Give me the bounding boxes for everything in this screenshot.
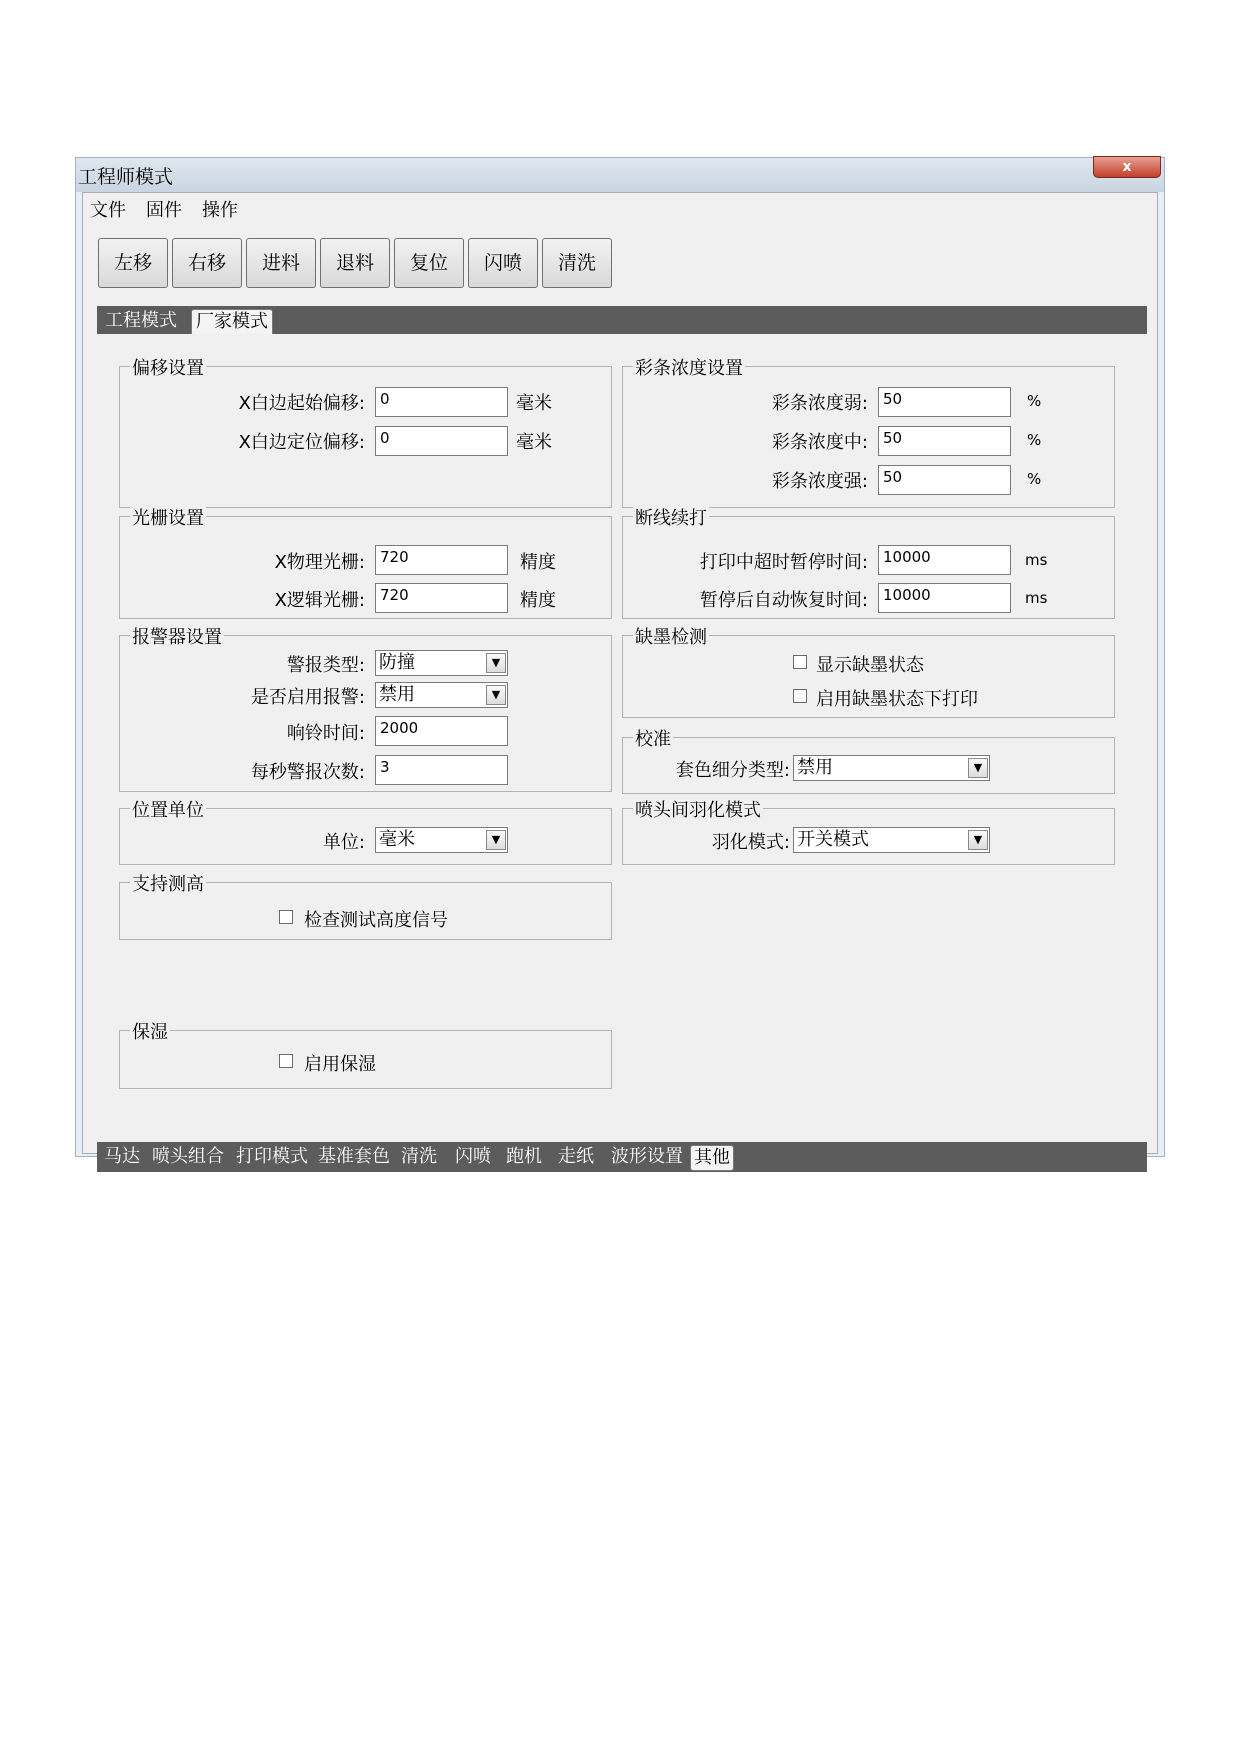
show-ink-status-checkbox[interactable] xyxy=(793,655,807,669)
unit-select[interactable] xyxy=(375,827,508,853)
x-logical-grating-unit: 精度 xyxy=(520,590,556,611)
enable-moisture-label: 启用保湿 xyxy=(304,1054,376,1075)
color-subdivision-label: 套色细分类型: xyxy=(675,760,790,781)
ink-check-group xyxy=(622,627,1115,718)
alarm-type-select[interactable] xyxy=(375,650,508,676)
moisture-group xyxy=(119,1022,612,1089)
menu-firmware[interactable]: 固件 xyxy=(146,200,182,221)
alarm-type-value: 防撞 xyxy=(379,652,415,673)
alarm-group-title: 报警器设置 xyxy=(130,623,224,649)
color-subdivision-value: 禁用 xyxy=(797,757,833,778)
x-start-offset-label: X白边起始偏移: xyxy=(238,393,365,414)
tab-flash-spray[interactable]: 闪喷 xyxy=(455,1146,491,1167)
app-window xyxy=(75,157,1165,1168)
alarm-enable-label: 是否启用报警: xyxy=(250,687,365,708)
title-bar xyxy=(76,158,1164,192)
feather-mode-select[interactable] xyxy=(793,827,990,853)
menu-operation[interactable]: 操作 xyxy=(202,200,238,221)
density-strong-input[interactable]: 50 xyxy=(878,465,1011,495)
auto-resume-label: 暂停后自动恢复时间: xyxy=(699,590,868,611)
check-height-signal-label: 检查测试高度信号 xyxy=(304,910,448,931)
x-position-offset-input[interactable]: 0 xyxy=(375,426,508,456)
print-timeout-unit: ms xyxy=(1025,551,1048,569)
ink-check-group-title: 缺墨检测 xyxy=(633,623,709,649)
window-title: 工程师模式 xyxy=(78,166,174,188)
menu-bar xyxy=(83,193,1157,221)
chevron-down-icon[interactable]: ▼ xyxy=(968,758,988,778)
reset-button[interactable]: 复位 xyxy=(394,238,464,288)
tab-paper-feed[interactable]: 走纸 xyxy=(558,1146,594,1167)
tab-head-combination[interactable]: 喷头组合 xyxy=(152,1146,224,1167)
print-timeout-label: 打印中超时暂停时间: xyxy=(699,552,868,573)
x-start-offset-input[interactable]: 0 xyxy=(375,387,508,417)
close-button[interactable]: x xyxy=(1093,156,1161,178)
enable-moisture-checkbox[interactable] xyxy=(279,1054,293,1068)
tab-waveform-settings[interactable]: 波形设置 xyxy=(611,1146,683,1167)
ring-time-input[interactable]: 2000 xyxy=(375,716,508,746)
alarm-type-label: 警报类型: xyxy=(286,655,365,676)
height-detect-group xyxy=(119,874,612,940)
x-start-offset-unit: 毫米 xyxy=(516,393,552,414)
alarm-enable-value: 禁用 xyxy=(379,684,415,705)
alarm-group xyxy=(119,627,612,792)
feather-mode-label: 羽化模式: xyxy=(711,832,790,853)
resume-group-title: 断线续打 xyxy=(633,504,709,530)
density-mid-unit: % xyxy=(1027,431,1042,449)
x-logical-grating-label: X逻辑光栅: xyxy=(274,590,365,611)
x-logical-grating-input[interactable]: 720 xyxy=(375,583,508,613)
tab-factory-mode[interactable]: 厂家模式 xyxy=(191,309,273,334)
x-position-offset-unit: 毫米 xyxy=(516,432,552,453)
tab-run-machine[interactable]: 跑机 xyxy=(506,1146,542,1167)
resume-group xyxy=(622,508,1115,619)
feather-mode-value: 开关模式 xyxy=(797,829,869,850)
density-weak-unit: % xyxy=(1027,392,1042,410)
x-physical-grating-label: X物理光栅: xyxy=(274,552,365,573)
offset-group-title: 偏移设置 xyxy=(130,354,206,380)
tab-other[interactable]: 其他 xyxy=(690,1145,734,1171)
position-unit-group-title: 位置单位 xyxy=(130,796,206,822)
grating-group-title: 光栅设置 xyxy=(130,504,206,530)
density-group-title: 彩条浓度设置 xyxy=(633,354,745,380)
feather-group xyxy=(622,800,1115,865)
mode-tab-strip xyxy=(97,306,1147,334)
density-group xyxy=(622,358,1115,508)
density-strong-unit: % xyxy=(1027,470,1042,488)
offset-group xyxy=(119,358,612,508)
position-unit-group xyxy=(119,800,612,865)
feather-group-title: 喷头间羽化模式 xyxy=(633,796,763,822)
calibration-group xyxy=(622,729,1115,794)
menu-file[interactable]: 文件 xyxy=(90,200,126,221)
show-ink-status-label: 显示缺墨状态 xyxy=(816,655,924,676)
chevron-down-icon[interactable]: ▼ xyxy=(486,830,506,850)
grating-group xyxy=(119,508,612,619)
chevron-down-icon[interactable]: ▼ xyxy=(968,830,988,850)
density-strong-label: 彩条浓度强: xyxy=(771,471,868,492)
clean-button[interactable]: 清洗 xyxy=(542,238,612,288)
tab-engineering-mode[interactable]: 工程模式 xyxy=(105,310,177,331)
retract-button[interactable]: 退料 xyxy=(320,238,390,288)
move-left-button[interactable]: 左移 xyxy=(98,238,168,288)
color-subdivision-select[interactable] xyxy=(793,755,990,781)
auto-resume-unit: ms xyxy=(1025,589,1048,607)
tab-motor[interactable]: 马达 xyxy=(104,1146,140,1167)
density-weak-label: 彩条浓度弱: xyxy=(771,393,868,414)
tab-clean[interactable]: 清洗 xyxy=(401,1146,437,1167)
auto-resume-input[interactable]: 10000 xyxy=(878,583,1011,613)
alarm-enable-select[interactable] xyxy=(375,682,508,708)
height-detect-group-title: 支持测高 xyxy=(130,870,206,896)
unit-label: 单位: xyxy=(322,832,365,853)
density-weak-input[interactable]: 50 xyxy=(878,387,1011,417)
tab-reference-registration[interactable]: 基准套色 xyxy=(318,1146,390,1167)
density-mid-input[interactable]: 50 xyxy=(878,426,1011,456)
print-timeout-input[interactable]: 10000 xyxy=(878,545,1011,575)
alarms-per-second-input[interactable]: 3 xyxy=(375,755,508,785)
tab-print-mode[interactable]: 打印模式 xyxy=(236,1146,308,1167)
flash-spray-button[interactable]: 闪喷 xyxy=(468,238,538,288)
x-position-offset-label: X白边定位偏移: xyxy=(238,432,365,453)
unit-value: 毫米 xyxy=(379,829,415,850)
calibration-group-title: 校准 xyxy=(633,725,673,751)
move-right-button[interactable]: 右移 xyxy=(172,238,242,288)
print-when-ink-low-checkbox[interactable] xyxy=(793,689,807,703)
bottom-tab-strip xyxy=(97,1142,1147,1172)
client-area xyxy=(82,192,1158,1168)
print-when-ink-low-label: 启用缺墨状态下打印 xyxy=(816,689,978,710)
chevron-down-icon[interactable]: ▼ xyxy=(486,653,506,673)
x-physical-grating-unit: 精度 xyxy=(520,552,556,573)
moisture-group-title: 保湿 xyxy=(130,1018,170,1044)
density-mid-label: 彩条浓度中: xyxy=(771,432,868,453)
chevron-down-icon[interactable]: ▼ xyxy=(486,685,506,705)
alarms-per-second-label: 每秒警报次数: xyxy=(250,762,365,783)
check-height-signal-checkbox[interactable] xyxy=(279,910,293,924)
ring-time-label: 响铃时间: xyxy=(286,723,365,744)
feed-button[interactable]: 进料 xyxy=(246,238,316,288)
x-physical-grating-input[interactable]: 720 xyxy=(375,545,508,575)
